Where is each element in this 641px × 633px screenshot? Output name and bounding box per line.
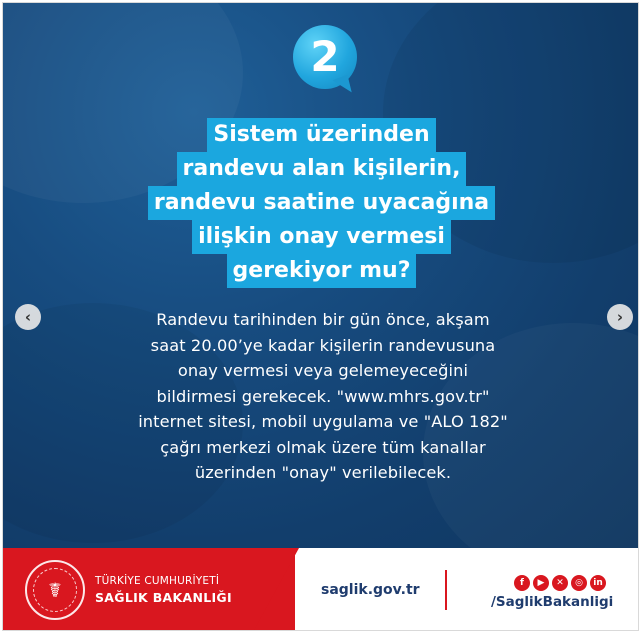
- answer-line: internet sitesi, mobil uygulama ve "ALO 182": [138, 412, 508, 431]
- question-line: randevu alan kişilerin,: [177, 152, 467, 186]
- carousel-card: [2, 2, 639, 631]
- slide-image: [3, 3, 639, 548]
- answer-line: Randevu tarihinden bir gün önce, akşam: [156, 310, 490, 329]
- youtube-icon[interactable]: ▶: [533, 575, 549, 591]
- x-icon[interactable]: ✕: [552, 575, 568, 591]
- answer-line: çağrı merkezi olmak üzere tüm kanallar: [160, 437, 486, 457]
- org-name-line2: SAĞLIK BAKANLIĞI: [95, 590, 232, 605]
- carousel-next-button[interactable]: [607, 304, 633, 330]
- answer-line: saat 20.00’ye kadar kişilerin randevusuna: [150, 335, 496, 355]
- answer-line: üzerinden "onay" verilebilecek.: [194, 463, 452, 482]
- linkedin-icon[interactable]: in: [590, 575, 606, 591]
- question-heading: [3, 115, 639, 285]
- social-icons: [514, 575, 606, 591]
- answer-line: onay vermesi veya gelemeyeceğini: [177, 361, 469, 380]
- question-line: gerekiyor mu?: [227, 254, 417, 288]
- org-name-line1: TÜRKİYE CUMHURİYETİ: [95, 575, 220, 587]
- answer-line: bildirmesi gerekecek. "www.mhrs.gov.tr": [156, 386, 490, 406]
- question-line: Sistem üzerinden: [207, 118, 435, 152]
- footer-red-slant: [253, 548, 299, 631]
- website-link[interactable]: saglik.gov.tr: [321, 582, 420, 598]
- footer-bar: [3, 548, 639, 631]
- facebook-icon[interactable]: f: [514, 575, 530, 591]
- answer-text: [73, 307, 573, 486]
- caduceus-icon: ☤: [33, 568, 77, 612]
- footer-divider: [445, 570, 447, 610]
- chevron-left-icon: ‹: [24, 307, 32, 326]
- carousel-prev-button[interactable]: [15, 304, 41, 330]
- ministry-logo: [25, 560, 85, 620]
- chevron-right-icon: ›: [616, 307, 624, 326]
- question-line: randevu saatine uyacağına: [148, 186, 495, 220]
- instagram-icon[interactable]: ◎: [571, 575, 587, 591]
- question-number-badge: [293, 25, 357, 89]
- social-handle[interactable]: /SaglikBakanligi: [491, 594, 614, 610]
- question-number: 2: [310, 32, 340, 81]
- question-line: ilişkin onay vermesi: [192, 220, 451, 254]
